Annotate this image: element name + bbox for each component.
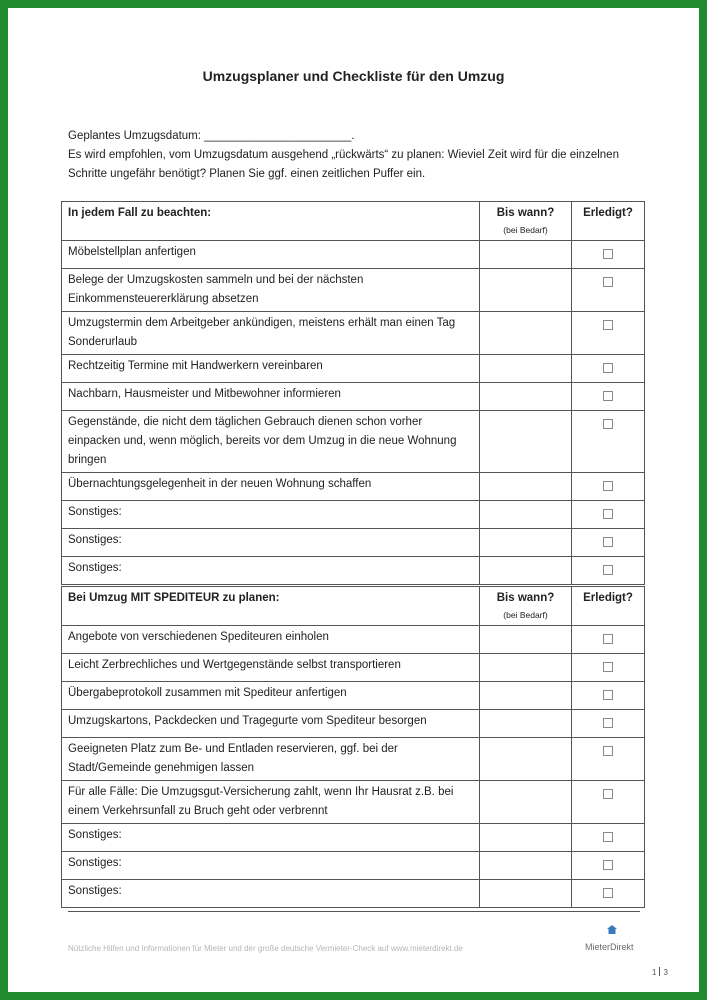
done-cell [572, 852, 645, 880]
task-text: Sonstiges: [62, 557, 480, 585]
footer-text: Nützliche Hilfen und Informationen für Mieter und der große deutsche Vermieter-Check auf www.mieterdirekt.de [68, 944, 463, 953]
intro-text [68, 127, 648, 184]
due-date-cell[interactable] [480, 411, 572, 473]
mieterdirekt-logo [585, 925, 645, 955]
task-text: Rechtzeitig Termine mit Handwerkern vereinbaren [62, 355, 480, 383]
due-date-cell[interactable] [480, 852, 572, 880]
table-header-row [62, 587, 645, 626]
header-done: Erledigt? [572, 202, 645, 241]
done-cell [572, 473, 645, 501]
table-row [62, 383, 645, 411]
due-date-cell[interactable] [480, 557, 572, 585]
done-checkbox[interactable] [603, 662, 613, 672]
done-cell [572, 383, 645, 411]
header-task: Bei Umzug MIT SPEDITEUR zu planen: [62, 587, 480, 626]
done-checkbox[interactable] [603, 718, 613, 728]
due-date-cell[interactable] [480, 269, 572, 312]
table-row [62, 626, 645, 654]
table-row [62, 473, 645, 501]
done-cell [572, 557, 645, 585]
done-checkbox[interactable] [603, 746, 613, 756]
header-when-sub: (bei Bedarf) [503, 610, 548, 620]
done-cell [572, 682, 645, 710]
done-checkbox[interactable] [603, 832, 613, 842]
done-cell [572, 411, 645, 473]
task-text: Möbelstellplan anfertigen [62, 241, 480, 269]
done-cell [572, 626, 645, 654]
due-date-cell[interactable] [480, 529, 572, 557]
done-checkbox[interactable] [603, 634, 613, 644]
task-text: Geeigneten Platz zum Be- und Entladen reservieren, ggf. bei der Stadt/Gemeinde genehmigen lassen [62, 738, 480, 781]
table-row [62, 529, 645, 557]
done-checkbox[interactable] [603, 320, 613, 330]
header-when-sub: (bei Bedarf) [503, 225, 548, 235]
done-checkbox[interactable] [603, 391, 613, 401]
task-text: Leicht Zerbrechliches und Wertgegenstände selbst transportieren [62, 654, 480, 682]
header-when [480, 202, 572, 241]
due-date-cell[interactable] [480, 473, 572, 501]
table-row [62, 824, 645, 852]
due-date-cell[interactable] [480, 710, 572, 738]
task-text: Sonstiges: [62, 529, 480, 557]
done-cell [572, 710, 645, 738]
done-checkbox[interactable] [603, 277, 613, 287]
table-row [62, 241, 645, 269]
table-row [62, 501, 645, 529]
task-text: Sonstiges: [62, 852, 480, 880]
table-row [62, 269, 645, 312]
due-date-cell[interactable] [480, 355, 572, 383]
done-checkbox[interactable] [603, 363, 613, 373]
task-text: Nachbarn, Hausmeister und Mitbewohner informieren [62, 383, 480, 411]
table-row [62, 781, 645, 824]
done-checkbox[interactable] [603, 249, 613, 259]
table-header-row [62, 202, 645, 241]
done-cell [572, 501, 645, 529]
done-checkbox[interactable] [603, 537, 613, 547]
task-text: Übergabeprotokoll zusammen mit Spediteur anfertigen [62, 682, 480, 710]
logo-text: MieterDirekt [585, 942, 634, 952]
table-row [62, 880, 645, 908]
done-cell [572, 781, 645, 824]
table-row [62, 852, 645, 880]
due-date-cell[interactable] [480, 501, 572, 529]
due-date-cell[interactable] [480, 781, 572, 824]
page-current: 1 [652, 968, 657, 977]
task-text: Umzugskartons, Packdecken und Tragegurte vom Spediteur besorgen [62, 710, 480, 738]
task-text: Umzugstermin dem Arbeitgeber ankündigen, meistens erhält man einen Tag Sonderurlaub [62, 312, 480, 355]
task-text: Sonstiges: [62, 880, 480, 908]
task-text: Sonstiges: [62, 824, 480, 852]
task-text: Angebote von verschiedenen Spediteuren einholen [62, 626, 480, 654]
header-when-label: Bis wann? [496, 592, 555, 604]
due-date-cell[interactable] [480, 682, 572, 710]
header-when [480, 587, 572, 626]
done-checkbox[interactable] [603, 888, 613, 898]
done-cell [572, 654, 645, 682]
done-checkbox[interactable] [603, 509, 613, 519]
task-text: Sonstiges: [62, 501, 480, 529]
done-checkbox[interactable] [603, 690, 613, 700]
task-text: Belege der Umzugskosten sammeln und bei der nächsten Einkommensteuererklärung absetzen [62, 269, 480, 312]
due-date-cell[interactable] [480, 738, 572, 781]
table-row [62, 312, 645, 355]
due-date-cell[interactable] [480, 654, 572, 682]
page-number [652, 967, 668, 977]
document-title: Umzugsplaner und Checkliste für den Umzug [202, 68, 505, 84]
table-row [62, 411, 645, 473]
done-checkbox[interactable] [603, 565, 613, 575]
checklist-table-general [61, 201, 645, 585]
page-total: 3 [663, 968, 668, 977]
done-cell [572, 824, 645, 852]
due-date-cell[interactable] [480, 626, 572, 654]
table-row [62, 654, 645, 682]
done-cell [572, 312, 645, 355]
planning-advice: Es wird empfohlen, vom Umzugsdatum ausgehend „rückwärts“ zu planen: Wieviel Zeit wird für die einzelnen Schritte ungefähr benötigt? Planen Sie ggf. einen zeitlichen Puffer ein. [68, 149, 619, 180]
done-checkbox[interactable] [603, 419, 613, 429]
done-cell [572, 880, 645, 908]
done-cell [572, 269, 645, 312]
done-cell [572, 529, 645, 557]
header-when-label: Bis wann? [496, 207, 555, 219]
checklist-table-mover [61, 586, 645, 908]
done-cell [572, 355, 645, 383]
due-date-cell[interactable] [480, 880, 572, 908]
header-done: Erledigt? [572, 587, 645, 626]
done-checkbox[interactable] [603, 860, 613, 870]
due-date-cell[interactable] [480, 312, 572, 355]
done-checkbox[interactable] [603, 789, 613, 799]
planned-date-line: Geplantes Umzugsdatum: _______________________. [68, 130, 355, 142]
task-text: Für alle Fälle: Die Umzugsgut-Versicherung zahlt, wenn Ihr Hausrat z.B. bei einem Verkehrsunfall zu Bruch geht oder verbrennt [62, 781, 480, 824]
done-checkbox[interactable] [603, 481, 613, 491]
table-row [62, 355, 645, 383]
house-icon [607, 925, 617, 934]
due-date-cell[interactable] [480, 824, 572, 852]
table-row [62, 710, 645, 738]
table-row [62, 738, 645, 781]
done-cell [572, 738, 645, 781]
table-row [62, 682, 645, 710]
table-row [62, 557, 645, 585]
task-text: Übernachtungsgelegenheit in der neuen Wohnung schaffen [62, 473, 480, 501]
task-text: Gegenstände, die nicht dem täglichen Gebrauch dienen schon vorher einpacken und, wenn möglich, bereits vor dem Umzug in die neue Wohnung bringen [62, 411, 480, 473]
due-date-cell[interactable] [480, 383, 572, 411]
due-date-cell[interactable] [480, 241, 572, 269]
header-task: In jedem Fall zu beachten: [62, 202, 480, 241]
done-cell [572, 241, 645, 269]
footer-divider [68, 911, 640, 912]
